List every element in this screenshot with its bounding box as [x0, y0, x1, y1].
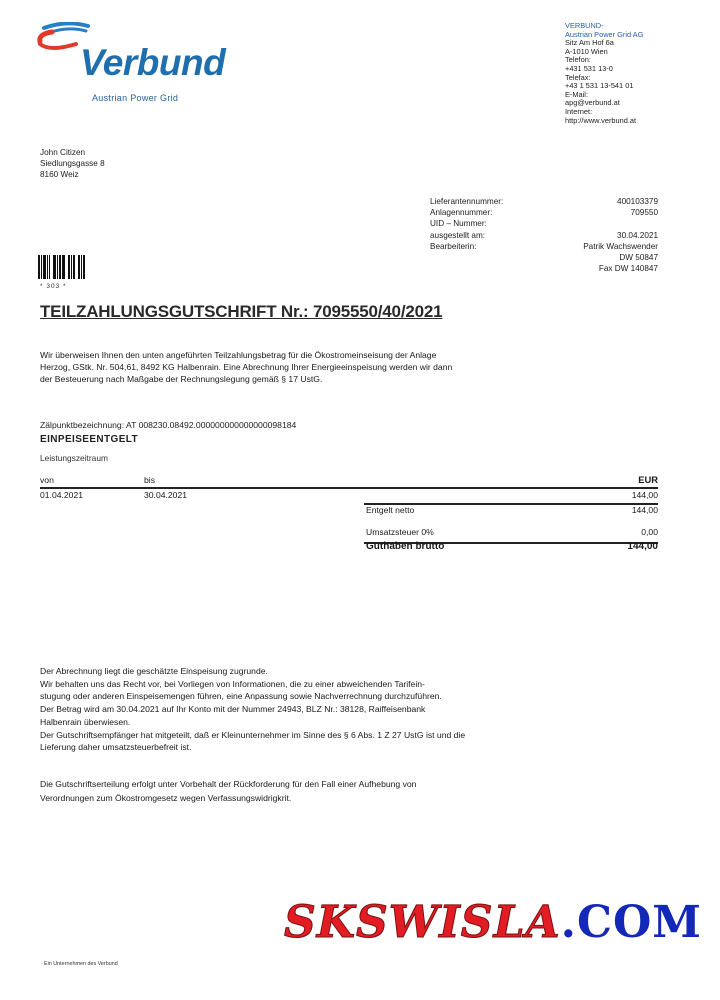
logo-tagline: Austrian Power Grid [92, 93, 179, 103]
company-line: VERBUND- [565, 21, 604, 30]
recipient-city: 8160 Weiz [40, 170, 79, 180]
company-website[interactable]: http://www.verbund.at [565, 115, 637, 125]
info-row [430, 241, 658, 252]
info-label: Anlagennummer: [430, 208, 493, 218]
notes-line: Der Abrechnung liegt die geschätzte Einspeisung zugrunde. [40, 666, 268, 676]
info-row [430, 207, 658, 218]
company-line: E-Mail: [565, 89, 588, 99]
company-address-block [565, 22, 715, 125]
notes-paragraph [40, 665, 680, 754]
watermark [284, 897, 702, 948]
company-line: Telefon: [565, 55, 591, 65]
company-line: Telefax: [565, 72, 591, 82]
info-fax-extension: Fax DW 140847 [598, 264, 658, 274]
recipient-name: John Citizen [40, 148, 86, 157]
recipient-address [40, 147, 105, 181]
company-email[interactable]: apg@verbund.at [565, 98, 620, 108]
notes-line: stugung oder anderen Einspeisemengen führen, eine Anpassung sowie Nachverrechnung durchzuführen. [40, 691, 442, 702]
meter-point-id: Zälpunktbezeichnung: AT 008230.08492.000000000000000098184 [40, 420, 297, 430]
cell-from: 01.04.2021 [40, 490, 84, 500]
header-from: von [40, 475, 54, 485]
notes-line: Der Gutschriftsempfänger hat mitgeteilt, daß er Kleinunternehmer im Sinne des § 6 Abs. 1 Z 27 UstG ist und die [40, 729, 466, 740]
barcode [38, 255, 86, 279]
info-label: Bearbeiterin: [430, 241, 477, 251]
logo-wordmark: Verbund [80, 42, 226, 83]
notes-line: Halbenrain überwiesen. [40, 716, 131, 727]
info-label: Lieferantennummer: [430, 197, 504, 206]
period-label: Leistungszeitraum [40, 453, 108, 463]
net-label: Entgelt netto [366, 505, 415, 515]
intro-line: Herzog, GStk. Nr. 504,61, 8492 KG Halbenrain. Eine Abrechnung Ihrer Energieeinspeisung werden wir dann [40, 362, 453, 373]
notes-line: Lieferung daher umsatzsteuerbefreit ist. [40, 742, 192, 753]
vat-value: 0,00 [641, 527, 658, 537]
company-line: Sitz Am Hof 6a [565, 38, 614, 48]
intro-line: der Besteuerung nach Maßgabe der Rechnungslegung gemäß § 17 UstG. [40, 374, 323, 385]
amounts-table [40, 474, 658, 553]
net-value: 144,00 [631, 505, 658, 515]
info-row [430, 218, 658, 229]
notes-line: Der Betrag wird am 30.04.2021 auf Ihr Konto mit der Nummer 24943, BLZ Nr.: 38128, Raiffeisenbank [40, 704, 426, 715]
disclaimer-line: Verordnungen zum Ökostromgesetz wegen Verfassungswidrigkrit. [40, 792, 292, 803]
net-row [40, 503, 658, 515]
document-title: TEILZAHLUNGSGUTSCHRIFT Nr.: 7095550/40/2021 [40, 302, 443, 321]
divider [40, 487, 658, 489]
company-line: Internet: [565, 106, 593, 116]
gross-value: 144,00 [627, 541, 658, 552]
info-label: ausgestellt am: [430, 230, 486, 240]
watermark-red-text: SKSWISLA [284, 897, 561, 948]
info-label: UID – Nummer: [430, 219, 487, 229]
footer-text: Ein Unternehmen des Verbund [44, 961, 118, 967]
disclaimer-paragraph [40, 778, 680, 805]
disclaimer-line: Die Gutschriftserteilung erfolgt unter Vorbehalt der Rückforderung für den Fall einer Aufhebung von [40, 779, 417, 789]
header-currency: EUR [638, 474, 658, 485]
info-value: 709550 [630, 208, 658, 218]
notes-line: Wir behalten uns das Recht vor, bei Vorliegen von Informationen, die zu einer abweichenden Tarifein- [40, 678, 425, 689]
cell-amount: 144,00 [631, 490, 658, 500]
vat-row [40, 525, 658, 537]
gross-row [40, 541, 658, 553]
recipient-street: Siedlungsgasse 8 [40, 159, 105, 169]
info-extension: DW 50847 [619, 252, 658, 262]
info-row [430, 196, 658, 207]
info-row [430, 230, 658, 241]
info-value: Patrik Wachswender [583, 241, 658, 251]
header-to: bis [144, 475, 155, 485]
company-line: +431 531 13-0 [565, 63, 613, 73]
section-heading: EINPEISEENTGELT [40, 434, 139, 445]
barcode-text: * 303 * [40, 283, 67, 290]
document-info [430, 196, 658, 274]
verbund-logo [36, 22, 226, 106]
intro-paragraph [40, 349, 670, 386]
company-line: +43 1 531 13-541 01 [565, 81, 634, 91]
info-value: 400103379 [617, 197, 658, 206]
table-row [40, 490, 658, 502]
company-line: A-1010 Wien [565, 46, 608, 56]
info-value: 30.04.2021 [617, 230, 658, 240]
cell-to: 30.04.2021 [144, 490, 188, 500]
intro-line: Wir überweisen Ihnen den unten angeführten Teilzahlungsbetrag für die Ökostromeinseisung der Anlage [40, 350, 437, 360]
gross-label: Guthaben brutto [366, 541, 445, 552]
vat-label: Umsatzsteuer 0% [366, 527, 434, 537]
company-line: Austrian Power Grid AG [565, 29, 644, 39]
table-header-row [40, 474, 658, 486]
watermark-blue-text: .COM [560, 897, 703, 948]
